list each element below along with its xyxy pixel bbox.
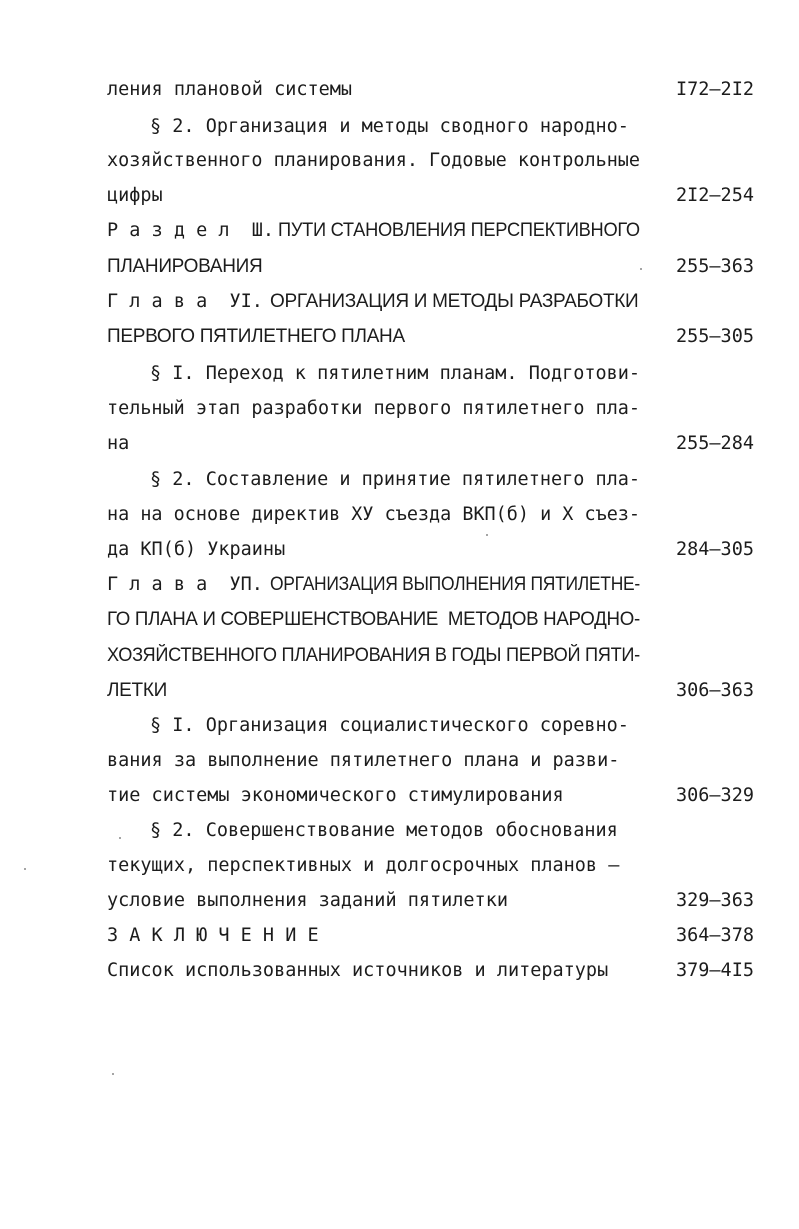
- toc-page-range: 306–363: [676, 680, 754, 701]
- chapter-title: ОРГАНИЗАЦИЯ И МЕТОДЫ РАЗРАБОТКИ: [270, 291, 639, 312]
- toc-entry-text: § 2. Совершенствование методов обоснования: [150, 820, 618, 841]
- scan-speck: [24, 868, 26, 870]
- toc-entry-text: § I. Организация социалистического соревно-: [150, 715, 629, 736]
- toc-line: [0, 535, 799, 565]
- toc-entry-text: ления плановой системы: [107, 79, 353, 100]
- toc-page-range: 255–305: [676, 326, 754, 347]
- conclusion-heading: З А К Л Ю Ч Е Н И Е: [107, 925, 319, 946]
- toc-line: [0, 112, 799, 142]
- toc-entry-text: на: [107, 433, 130, 454]
- toc-line: [0, 75, 799, 105]
- chapter-label: Г л а в а УП.: [107, 574, 263, 595]
- scan-speck: [119, 837, 121, 839]
- toc-line: [0, 851, 799, 881]
- chapter-title: ОРГАНИЗАЦИЯ ВЫПОЛНЕНИЯ ПЯТИЛЕТНЕ-: [270, 574, 640, 595]
- toc-line: [0, 181, 799, 211]
- toc-entry-text: тельный этап разработки первого пятилетнего пла-: [107, 398, 641, 419]
- toc-line: [0, 711, 799, 741]
- toc-entry-text: цифры: [107, 185, 163, 206]
- toc-entry-text: § 2. Составление и принятие пятилетнего пла-: [150, 469, 641, 490]
- toc-line: [0, 605, 799, 635]
- scan-speck: [486, 534, 488, 536]
- toc-page-range: 2I2–254: [676, 185, 754, 206]
- scan-speck: [112, 1073, 114, 1075]
- toc-line: [0, 394, 799, 424]
- toc-entry-text: тие системы экономического стимулирования: [107, 785, 564, 806]
- toc-entry-text: условие выполнения заданий пятилетки: [107, 890, 508, 911]
- section-title: ПУТИ СТАНОВЛЕНИЯ ПЕРСПЕКТИВНОГО: [278, 220, 640, 241]
- toc-entry-text: да КП(б) Украины: [107, 539, 286, 560]
- chapter-label: Г л а в а УI.: [107, 291, 263, 312]
- toc-line: [0, 252, 799, 282]
- toc-line: [0, 359, 799, 389]
- toc-page-range: 284–305: [676, 539, 754, 560]
- toc-line: [0, 746, 799, 776]
- toc-line: [0, 816, 799, 846]
- toc-entry-text: на на основе директив ХУ съезда ВКП(б) и Х съез-: [107, 504, 641, 525]
- toc-page-range: 306–329: [676, 785, 754, 806]
- bibliography-entry: Список использованных источников и литературы: [107, 960, 609, 981]
- toc-line: [0, 570, 799, 600]
- toc-line: [0, 886, 799, 916]
- toc-entry-text: § I. Переход к пятилетним планам. Подготови-: [150, 363, 641, 384]
- toc-entry-text: хозяйственного планирования. Годовые контрольные: [107, 150, 641, 171]
- chapter-title: ПЕРВОГО ПЯТИЛЕТНЕГО ПЛАНА: [107, 326, 405, 347]
- chapter-title: ГО ПЛАНА И СОВЕРШЕНСТВОВАНИЕ МЕТОДОВ НАРОДНО-: [107, 609, 640, 630]
- toc-line: [0, 500, 799, 530]
- toc-line: [0, 322, 799, 352]
- toc-page-range: I72–2I2: [676, 79, 754, 100]
- toc-line: [0, 676, 799, 706]
- toc-entry-text: § 2. Организация и методы сводного народно-: [150, 116, 629, 137]
- toc-page-range: 255–363: [676, 256, 754, 277]
- toc-line: [0, 921, 799, 951]
- toc-line: [0, 429, 799, 459]
- toc-line: [0, 146, 799, 176]
- scan-speck: [640, 268, 642, 270]
- toc-line: [0, 287, 799, 317]
- toc-page-range: 255–284: [676, 433, 754, 454]
- toc-line: [0, 781, 799, 811]
- toc-line: [0, 465, 799, 495]
- toc-entry-text: текущих, перспективных и долгосрочных планов –: [107, 855, 620, 876]
- toc-page-range: 364–378: [676, 925, 754, 946]
- toc-page-range: 379–4I5: [676, 960, 754, 981]
- toc-entry-text: вания за выполнение пятилетнего плана и разви-: [107, 750, 620, 771]
- section-title: ПЛАНИРОВАНИЯ: [107, 256, 263, 277]
- toc-line: [0, 956, 799, 986]
- chapter-title: ХОЗЯЙСТВЕННОГО ПЛАНИРОВАНИЯ В ГОДЫ ПЕРВОЙ ПЯТИ-: [107, 645, 640, 666]
- toc-line: [0, 641, 799, 671]
- toc-page-range: 329–363: [676, 890, 754, 911]
- chapter-title: ЛЕТКИ: [107, 680, 167, 701]
- toc-line: [0, 216, 799, 246]
- section-label: Р а з д е л Ш.: [107, 220, 275, 241]
